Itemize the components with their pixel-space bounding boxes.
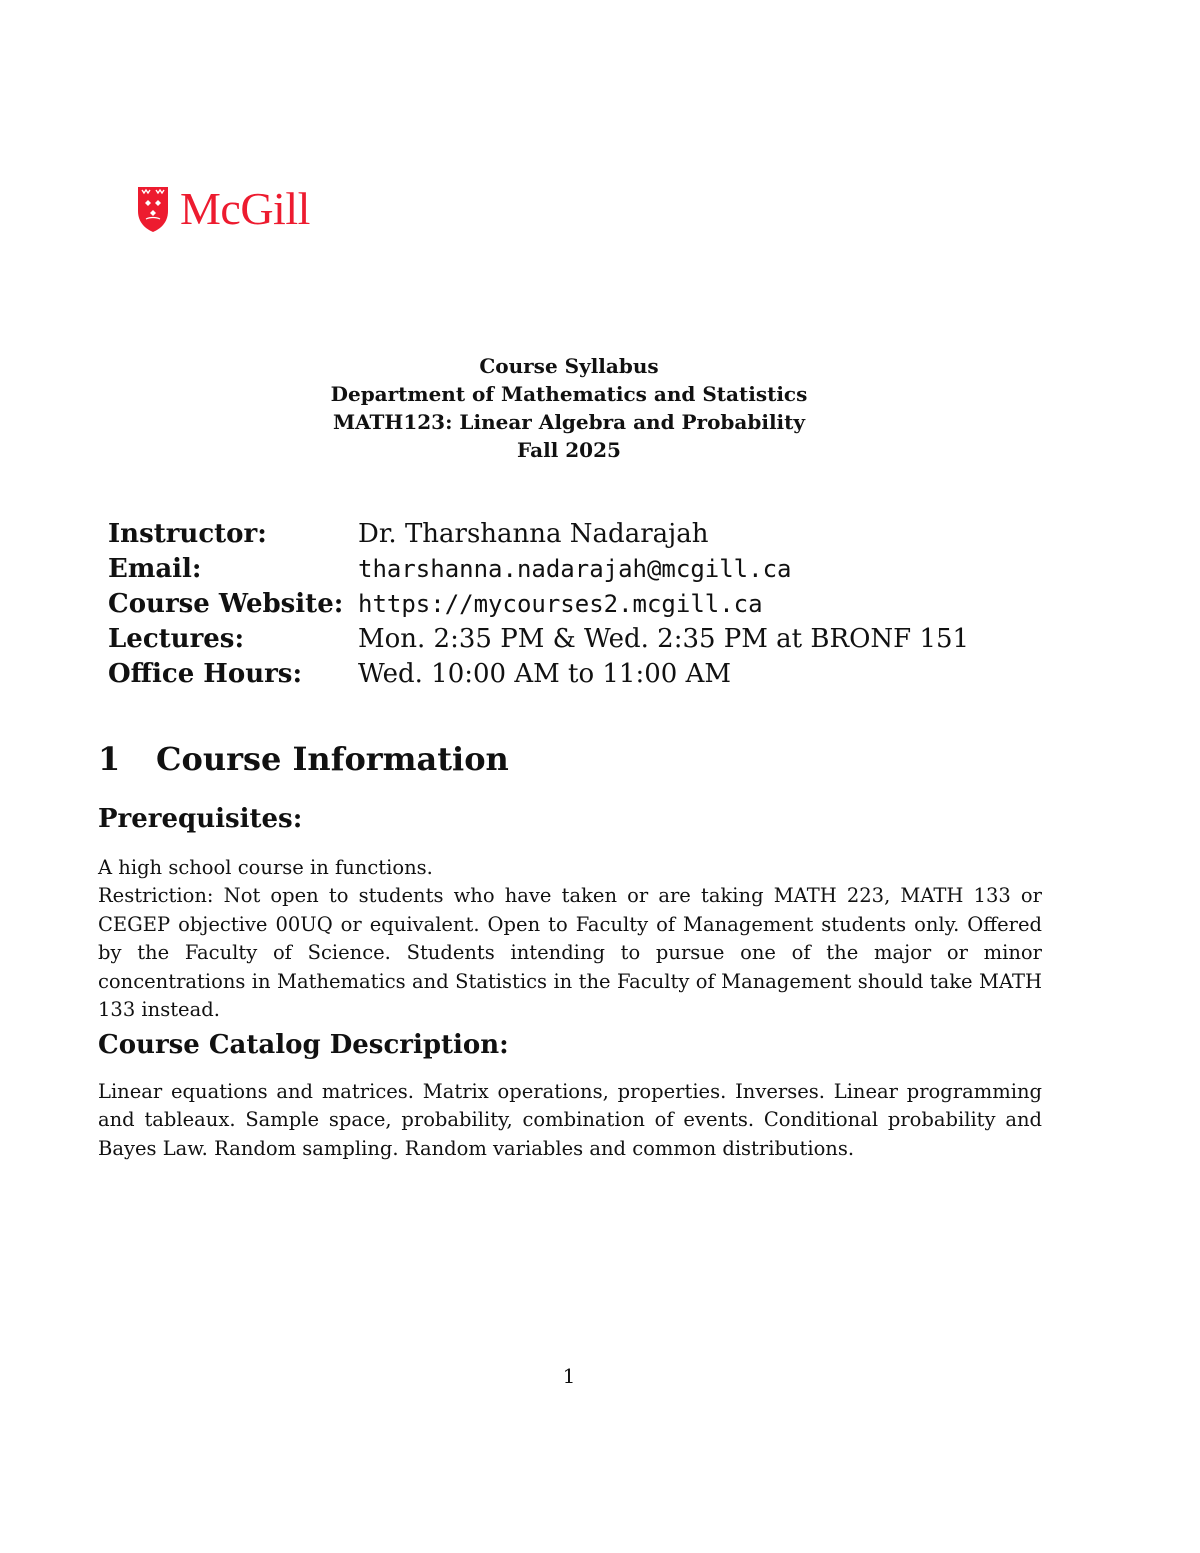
lecture-times: Mon. 2:35 PM & Wed. 2:35 PM at BRONF 151 xyxy=(358,623,970,654)
info-row-email xyxy=(108,551,969,586)
mcgill-shield-icon xyxy=(136,185,170,233)
prerequisites-heading: Prerequisites: xyxy=(98,804,303,834)
title-course-syllabus: Course Syllabus xyxy=(479,354,659,378)
restriction-text: Restriction: Not open to students who have taken or are taking MATH 223, MATH 133 or CEGEP objective 00UQ or equivalent. Open to Faculty of Management students only. Offered by the Faculty of Science. Students intending to pursue one of the major or minor concentrations in Mathematics and Statistics in the Faculty of Management should take MATH 133 instead. xyxy=(98,884,1042,1022)
title-department: Department of Mathematics and Statistics xyxy=(330,382,808,406)
section-heading-course-information xyxy=(98,740,509,778)
info-label: Office Hours: xyxy=(108,658,303,689)
course-info-table xyxy=(108,516,969,691)
info-row-instructor xyxy=(108,516,969,551)
mcgill-logo-text: McGill xyxy=(180,183,310,234)
info-label: Email: xyxy=(108,553,202,584)
section-title: Course Information xyxy=(156,740,509,778)
prerequisites-text xyxy=(98,854,1042,1024)
title-term: Fall 2025 xyxy=(517,438,621,462)
email-link[interactable]: tharshanna.nadarajah@mcgill.ca xyxy=(358,554,792,583)
info-label: Instructor: xyxy=(108,518,267,549)
website-link[interactable]: https://mycourses2.mcgill.ca xyxy=(358,589,763,618)
info-row-lectures xyxy=(108,621,969,656)
info-row-office-hours xyxy=(108,656,969,691)
catalog-description-heading: Course Catalog Description: xyxy=(98,1030,509,1060)
catalog-description-text: Linear equations and matrices. Matrix operations, properties. Inverses. Linear programming and tableaux. Sample space, probability, combination of events. Conditional probability and Bayes Law. Random sampling. Random variables and common distributions. xyxy=(98,1080,1042,1160)
info-row-website xyxy=(108,586,969,621)
mcgill-logo xyxy=(136,184,310,234)
info-label: Lectures: xyxy=(108,623,245,654)
info-label: Course Website: xyxy=(108,588,344,619)
office-hours: Wed. 10:00 AM to 11:00 AM xyxy=(358,658,731,689)
instructor-name: Dr. Tharshanna Nadarajah xyxy=(358,518,709,549)
page-number: 1 xyxy=(562,1364,576,1388)
section-number: 1 xyxy=(98,740,121,778)
prerequisites-line: A high school course in functions. xyxy=(98,856,433,879)
syllabus-title-block xyxy=(0,352,1138,464)
title-course-name: MATH123: Linear Algebra and Probability xyxy=(332,410,806,434)
